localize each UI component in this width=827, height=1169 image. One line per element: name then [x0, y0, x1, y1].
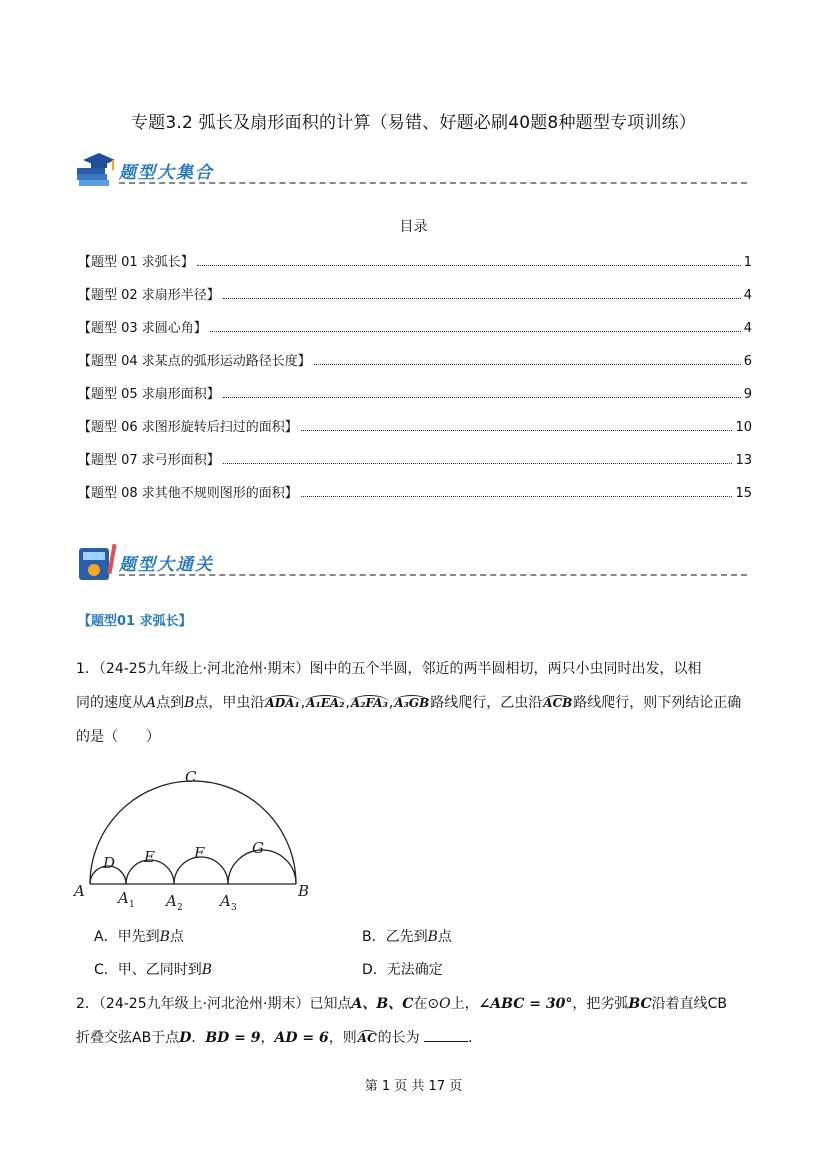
option-a: A．甲先到B点	[94, 929, 184, 945]
banner-divider	[119, 182, 747, 184]
arc-label: ACB	[543, 696, 573, 710]
toc-heading: 目录	[399, 219, 428, 235]
banner-title: 题型大通关	[119, 555, 214, 575]
label-b: B	[298, 882, 310, 900]
toc-entry-page: 4	[743, 321, 752, 336]
label-g: G	[252, 839, 264, 857]
label-d: D	[103, 854, 116, 872]
toc-leader-dots	[223, 298, 741, 299]
toc-entry-page: 1	[743, 255, 752, 270]
question-number: 1．	[76, 661, 99, 677]
question-line: 的是（ ）	[76, 729, 160, 745]
toc-entry[interactable]	[78, 349, 752, 369]
option-d: D．无法确定	[362, 962, 443, 978]
question-number: 2．	[76, 996, 99, 1012]
toc-leader-dots	[223, 397, 741, 398]
question-text: 图中的五个半圆，邻近的两半圆相切，两只小虫同时出发，以相	[309, 661, 702, 677]
question-2	[76, 987, 756, 1055]
toc-entry-label: 【题型 07 求弓形面积】	[78, 453, 220, 468]
graduation-cap-icon	[75, 150, 117, 190]
toc-entry[interactable]	[78, 448, 752, 468]
toc-entry-page: 10	[735, 420, 752, 435]
toc-entry-label: 【题型 04 求某点的弧形运动路径长度】	[78, 354, 311, 369]
section-heading: 【题型01 求弧长】	[78, 614, 192, 629]
toc-entry[interactable]	[78, 250, 752, 270]
semicircles-figure	[72, 766, 312, 910]
label-a2: A	[166, 892, 177, 910]
option-c: C．甲、乙同时到B	[94, 962, 213, 978]
toc-entry[interactable]	[78, 415, 752, 435]
toc-leader-dots	[301, 430, 733, 431]
label-a1: A	[118, 889, 129, 907]
banner-title: 题型大集合	[119, 163, 214, 183]
toc-entry-label: 【题型 01 求弧长】	[78, 255, 194, 270]
question-line	[76, 652, 756, 686]
answer-blank[interactable]	[424, 1027, 468, 1042]
large-semicircle	[90, 781, 296, 884]
toc-entry-label: 【题型 03 求圆心角】	[78, 321, 207, 336]
toc-entry[interactable]	[78, 481, 752, 501]
question-line: 折叠交弦AB于点D．BD = 9，AD = 6，则AC的长为 ．	[76, 1021, 756, 1055]
toc-entry-page: 9	[743, 387, 752, 402]
toc-entry-label: 【题型 06 求图形旋转后扫过的面积】	[78, 420, 298, 435]
subscript-3: 3	[231, 903, 237, 910]
arc-label: ADA₁	[265, 696, 300, 710]
banner-divider	[119, 574, 747, 576]
label-f: F	[194, 844, 205, 862]
toc-leader-dots	[314, 364, 741, 365]
label-c: C	[185, 768, 197, 786]
toc-leader-dots	[223, 463, 733, 464]
subscript-1: 1	[129, 900, 135, 910]
toc-entry[interactable]	[78, 382, 752, 402]
subscript-2: 2	[177, 903, 183, 910]
toc-entry-label: 【题型 05 求扇形面积】	[78, 387, 220, 402]
label-a: A	[74, 882, 85, 900]
toc-entry-page: 6	[743, 354, 752, 369]
arc-label: A₃GB	[394, 696, 430, 710]
toc-entry[interactable]	[78, 316, 752, 336]
toc-leader-dots	[210, 331, 741, 332]
option-b: B．乙先到B点	[362, 929, 452, 945]
question-source: （24-25九年级上·河北沧州·期末）	[98, 996, 310, 1012]
page-title: 专题3.2 弧长及扇形面积的计算（易错、好题必刷40题8种题型专项训练）	[130, 113, 697, 133]
label-a3: A	[220, 892, 231, 910]
toc-entry-label: 【题型 08 求其他不规则图形的面积】	[78, 486, 298, 501]
arc-label: AC	[357, 1031, 377, 1045]
question-line: 同的速度从A点到B点，甲虫沿ADA₁,A₁EA₂,A₂FA₃,A₃GB路线爬行，乙虫沿ACB路线爬行，则下列结论正确	[76, 695, 742, 711]
toc-entry[interactable]	[78, 283, 752, 303]
toc-entry-page: 13	[735, 453, 752, 468]
section-banner-overview	[75, 150, 747, 190]
arc-label: A₁EA₂	[306, 696, 345, 710]
page-footer: 第 1 页 共 17 页	[364, 1079, 463, 1094]
toc-leader-dots	[197, 265, 741, 266]
question-line: 2．（24-25九年级上·河北沧州·期末）已知点A、B、C在⊙O上，∠ABC = 30°，把劣弧BC沿着直线CB	[76, 996, 728, 1012]
section-banner-practice	[75, 542, 747, 582]
question-source: （24-25九年级上·河北沧州·期末）	[98, 661, 310, 677]
question-1	[76, 652, 756, 754]
toc-leader-dots	[301, 496, 733, 497]
label-e: E	[144, 848, 155, 866]
toc-entry-page: 4	[743, 288, 752, 303]
arc-label: A₂FA₃	[350, 696, 388, 710]
calculator-icon	[77, 542, 117, 582]
toc-entry-page: 15	[735, 486, 752, 501]
toc-entry-label: 【题型 02 求扇形半径】	[78, 288, 220, 303]
